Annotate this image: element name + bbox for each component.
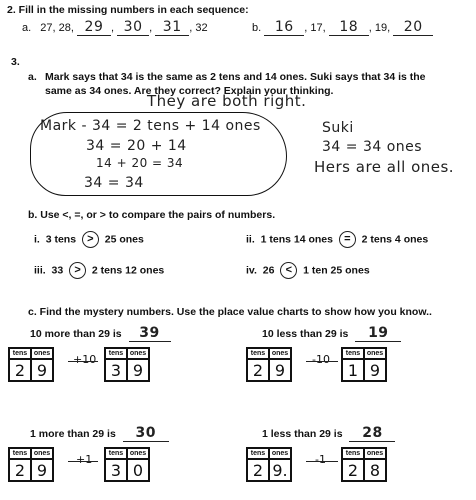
q2a-row: a. 27, 28, 29 , 30 , 31 , 32: [22, 19, 208, 35]
mystery-answer[interactable]: 39: [129, 325, 171, 342]
mystery-problem-3: [30, 425, 169, 442]
q2a-post: 32: [195, 22, 208, 34]
mark-work-line-1: Mark - 34 = 2 tens + 14 ones: [40, 118, 261, 134]
pv-chart-1-result: [104, 347, 150, 382]
mystery-problem-1: [30, 325, 171, 342]
op-label: -1: [315, 453, 326, 466]
compare-item-iii: [34, 262, 164, 279]
suki-work-line-3: Hers are all ones.: [314, 158, 455, 176]
mystery-answer[interactable]: 28: [349, 425, 395, 442]
q2b-given-2: 19,: [374, 22, 391, 34]
mark-work-line-2: 34 = 20 + 14: [86, 138, 187, 154]
pv-tens-cell[interactable]: 2: [247, 359, 269, 381]
q2a-blank-2[interactable]: 30: [117, 19, 149, 36]
pv-header-ones: ones: [269, 348, 291, 359]
pv-tens-cell[interactable]: 2: [342, 459, 364, 481]
compare-label: iii.: [34, 264, 46, 277]
pv-tens-cell[interactable]: 2: [247, 459, 269, 481]
pv-header-ones: ones: [269, 448, 291, 459]
pv-ones-cell[interactable]: 9: [31, 359, 53, 381]
mystery-answer[interactable]: 19: [355, 325, 401, 342]
pv-chart-2-start: [246, 347, 292, 382]
op-label: +1: [76, 453, 93, 466]
compare-symbol-circle[interactable]: >: [82, 231, 99, 248]
q2b-blank-1[interactable]: 16: [264, 19, 304, 36]
q2b-given-1: 17,: [310, 22, 326, 34]
pv-tens-cell[interactable]: 1: [342, 359, 364, 381]
pv-chart-3-result: [104, 447, 150, 482]
q2a-blank-3[interactable]: 31: [155, 19, 189, 36]
pv-header-tens: tens: [9, 448, 31, 459]
pv-chart-2-result: [341, 347, 387, 382]
compare-label: i.: [34, 233, 40, 246]
pv-header-tens: tens: [247, 348, 269, 359]
q3c-prompt: c. Find the mystery numbers. Use the place value charts to show how you know..: [28, 306, 432, 318]
q3b-prompt: b. Use <, =, or > to compare the pairs of numbers.: [28, 209, 276, 221]
compare-symbol-circle[interactable]: <: [280, 262, 297, 279]
pv-header-ones: ones: [364, 348, 386, 359]
pv-header-tens: tens: [342, 348, 364, 359]
compare-item-iv: [246, 262, 370, 279]
pv-ones-cell[interactable]: 9: [364, 359, 386, 381]
mark-work-line-4: 34 = 34: [84, 175, 144, 191]
compare-left: 1 tens 14 ones: [260, 233, 333, 246]
pv-header-ones: ones: [127, 448, 149, 459]
compare-symbol-circle[interactable]: >: [69, 262, 86, 279]
compare-right: 25 ones: [104, 233, 144, 246]
mystery-text: 1 more than 29 is: [30, 428, 116, 440]
arrow-icon: [306, 461, 338, 462]
mystery-text: 1 less than 29 is: [262, 428, 343, 440]
q2a-blank-1[interactable]: 29: [77, 19, 111, 36]
pv-header-tens: tens: [247, 448, 269, 459]
q2a-pre: 27, 28,: [40, 22, 74, 34]
pv-chart-4-start: [246, 447, 292, 482]
pv-ones-cell[interactable]: 9: [127, 359, 149, 381]
pv-chart-1-start: [8, 347, 54, 382]
compare-right: 1 ten 25 ones: [303, 264, 370, 277]
arrow-icon: [68, 461, 98, 462]
pv-header-tens: tens: [105, 348, 127, 359]
pv-tens-cell[interactable]: 3: [105, 459, 127, 481]
compare-left: 3 tens: [45, 233, 77, 246]
pv-header-tens: tens: [342, 448, 364, 459]
pv-header-tens: tens: [105, 448, 127, 459]
compare-symbol-circle[interactable]: =: [339, 231, 356, 248]
op-label: -10: [312, 353, 330, 366]
q3a-label: a.: [28, 71, 37, 83]
pv-ones-cell[interactable]: 0: [127, 459, 149, 481]
compare-left: 33: [51, 264, 64, 277]
pv-tens-cell[interactable]: 3: [105, 359, 127, 381]
arrow-icon: [68, 361, 98, 362]
suki-work-line-1: Suki: [322, 120, 354, 136]
pv-chart-4-result: [341, 447, 387, 482]
pv-header-tens: tens: [9, 348, 31, 359]
mystery-answer[interactable]: 30: [123, 425, 169, 442]
pv-tens-cell[interactable]: 2: [9, 359, 31, 381]
mystery-text: 10 less than 29 is: [262, 328, 349, 340]
pv-ones-cell[interactable]: 9: [269, 359, 291, 381]
pv-ones-cell[interactable]: 9: [31, 459, 53, 481]
q2b-label: b.: [252, 22, 262, 34]
op-label: +10: [73, 353, 97, 366]
pv-header-ones: ones: [364, 448, 386, 459]
pv-ones-cell[interactable]: 8: [364, 459, 386, 481]
mark-work-line-3: 14 + 20 = 34: [96, 156, 184, 170]
compare-right: 2 tens 12 ones: [91, 264, 165, 277]
compare-label: ii.: [246, 233, 255, 246]
q2-prompt: 2. Fill in the missing numbers in each sequence:: [7, 4, 249, 16]
mystery-problem-4: [262, 425, 395, 442]
q3a-line-1: Mark says that 34 is the same as 2 tens and 14 ones. Suki says that 34 is the: [45, 71, 426, 83]
q2b-blank-2[interactable]: 18: [329, 19, 369, 36]
suki-work-line-2: 34 = 34 ones: [322, 139, 423, 155]
compare-item-ii: [246, 231, 428, 248]
q2a-label: a.: [22, 22, 32, 34]
mystery-problem-2: [262, 325, 401, 342]
pv-header-ones: ones: [31, 348, 53, 359]
arrow-icon: [306, 361, 338, 362]
pv-ones-cell[interactable]: 9.: [269, 459, 291, 481]
q3-number: 3.: [11, 56, 20, 68]
q2b-row: b. 16 , 17, 18 , 19, 20: [252, 19, 433, 36]
pv-chart-3-start: [8, 447, 54, 482]
q2b-blank-3[interactable]: 20: [393, 19, 433, 36]
compare-item-i: [34, 231, 144, 248]
q3a-line-2: same as 34 ones. Are they correct? Explain your thinking.: [45, 85, 334, 97]
pv-header-ones: ones: [31, 448, 53, 459]
compare-right: 2 tens 4 ones: [361, 233, 429, 246]
pv-tens-cell[interactable]: 2: [9, 459, 31, 481]
compare-left: 26: [262, 264, 275, 277]
mystery-text: 10 more than 29 is: [30, 328, 122, 340]
q3a-answer: They are both right.: [147, 92, 307, 110]
compare-label: iv.: [246, 264, 257, 277]
pv-header-ones: ones: [127, 348, 149, 359]
